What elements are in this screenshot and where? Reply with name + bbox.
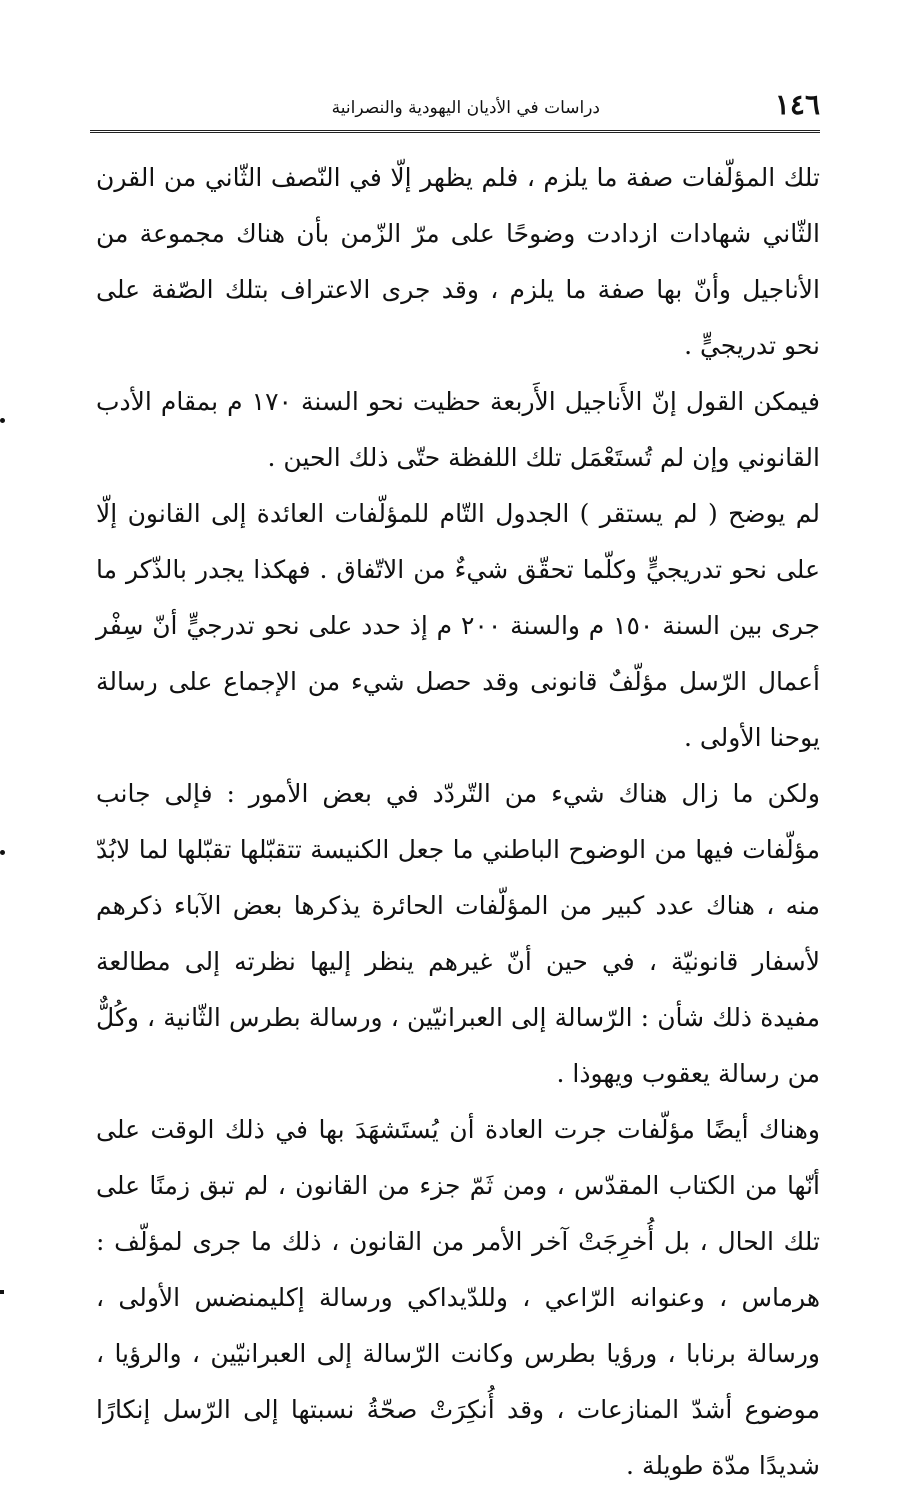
paragraph-3: لم يوضح ( لم يستقر ) الجدول التّام للمؤلّفات العائدة إلى القانون إلّا على نحو تدريجيٍّ وكلّما تحقّق شيءٌ من الاتّفاق . فهكذا يجدر بالذّكر ما جرى بين السنة ١٥٠ م والسنة ٢٠٠ م إذ حدد على نحو تدرجيٍّ أنّ سِفْر أعمال الرّسل مؤلّفٌ قانونى وقد حصل شيء من الإجماع على رسالة يوحنا الأولى . <box>96 499 820 752</box>
paragraph-4: ولكن ما زال هناك شيء من التّردّد في بعض الأمور : فإلى جانب مؤلّفات فيها من الوضوح الباطني ما جعل الكنيسة تتقبّلها تقبّلها لما لابُدّ منه ، هناك عدد كبير من المؤلّفات الحائرة يذكرها بعض الآباء ذكرهم لأسفار قانونيّة ، في حين أنّ غيرهم ينظر إليها نظرته إلى مطالعة مفيدة ذلك شأن : الرّسالة إلى العبرانيّين ، ورسالة بطرس الثّانية ، وكُلٌّ من رسالة يعقوب ويهوذا . <box>96 779 820 1088</box>
paragraph-2: فيمكن القول إنّ الأَناجيل الأَربعة حظيت نحو السنة ١٧٠ م بمقام الأدب القانوني وإن لم تُستَعْمَل تلك اللفظة حتّى ذلك الحين . <box>96 387 820 472</box>
paragraph-1: تلك المؤلّفات صفة ما يلزم ، فلم يظهر إلّا في النّصف الثّاني من القرن الثّاني شهادات ازدادت وضوحًا على مرّ الزّمن بأن هناك مجموعة من الأناجيل وأنّ بها صفة ما يلزم ، وقد جرى الاعتراف بتلك الصّفة على نحو تدريجيٍّ . <box>96 163 820 360</box>
margin-dot-mark <box>0 418 5 423</box>
page-number: ١٤٦ <box>774 88 820 121</box>
margin-dot-mark <box>0 1290 4 1294</box>
paragraph-5: وهناك أيضًا مؤلّفات جرت العادة أن يُستَشهَدَ بها في ذلك الوقت على أنّها من الكتاب المقدّس ، ومن ثَمّ جزء من القانون ، لم تبق زمنًا على تلك الحال ، بل أُخرِجَتْ آخر الأمر من القانون ، ذلك ما جرى لمؤلّف : هرماس ، وعنوانه الرّاعي ، وللدّيداكي ورسالة إكليمنضس الأولى ، ورسالة برنابا ، ورؤيا بطرس وكانت الرّسالة إلى العبرانيّين ، والرؤيا ، موضوع أشدّ المنازعات ، وقد أُنكِرَتْ صحّةُ نسبتها إلى الرّسل إنكارًا شديدًا مدّة طويلة . <box>96 1115 820 1480</box>
running-header <box>90 88 820 128</box>
running-title: دراسات في الأديان اليهودية والنصرانية <box>331 98 600 118</box>
header-divider <box>90 130 820 133</box>
body-text <box>96 150 820 1494</box>
margin-dot-mark <box>0 850 5 855</box>
